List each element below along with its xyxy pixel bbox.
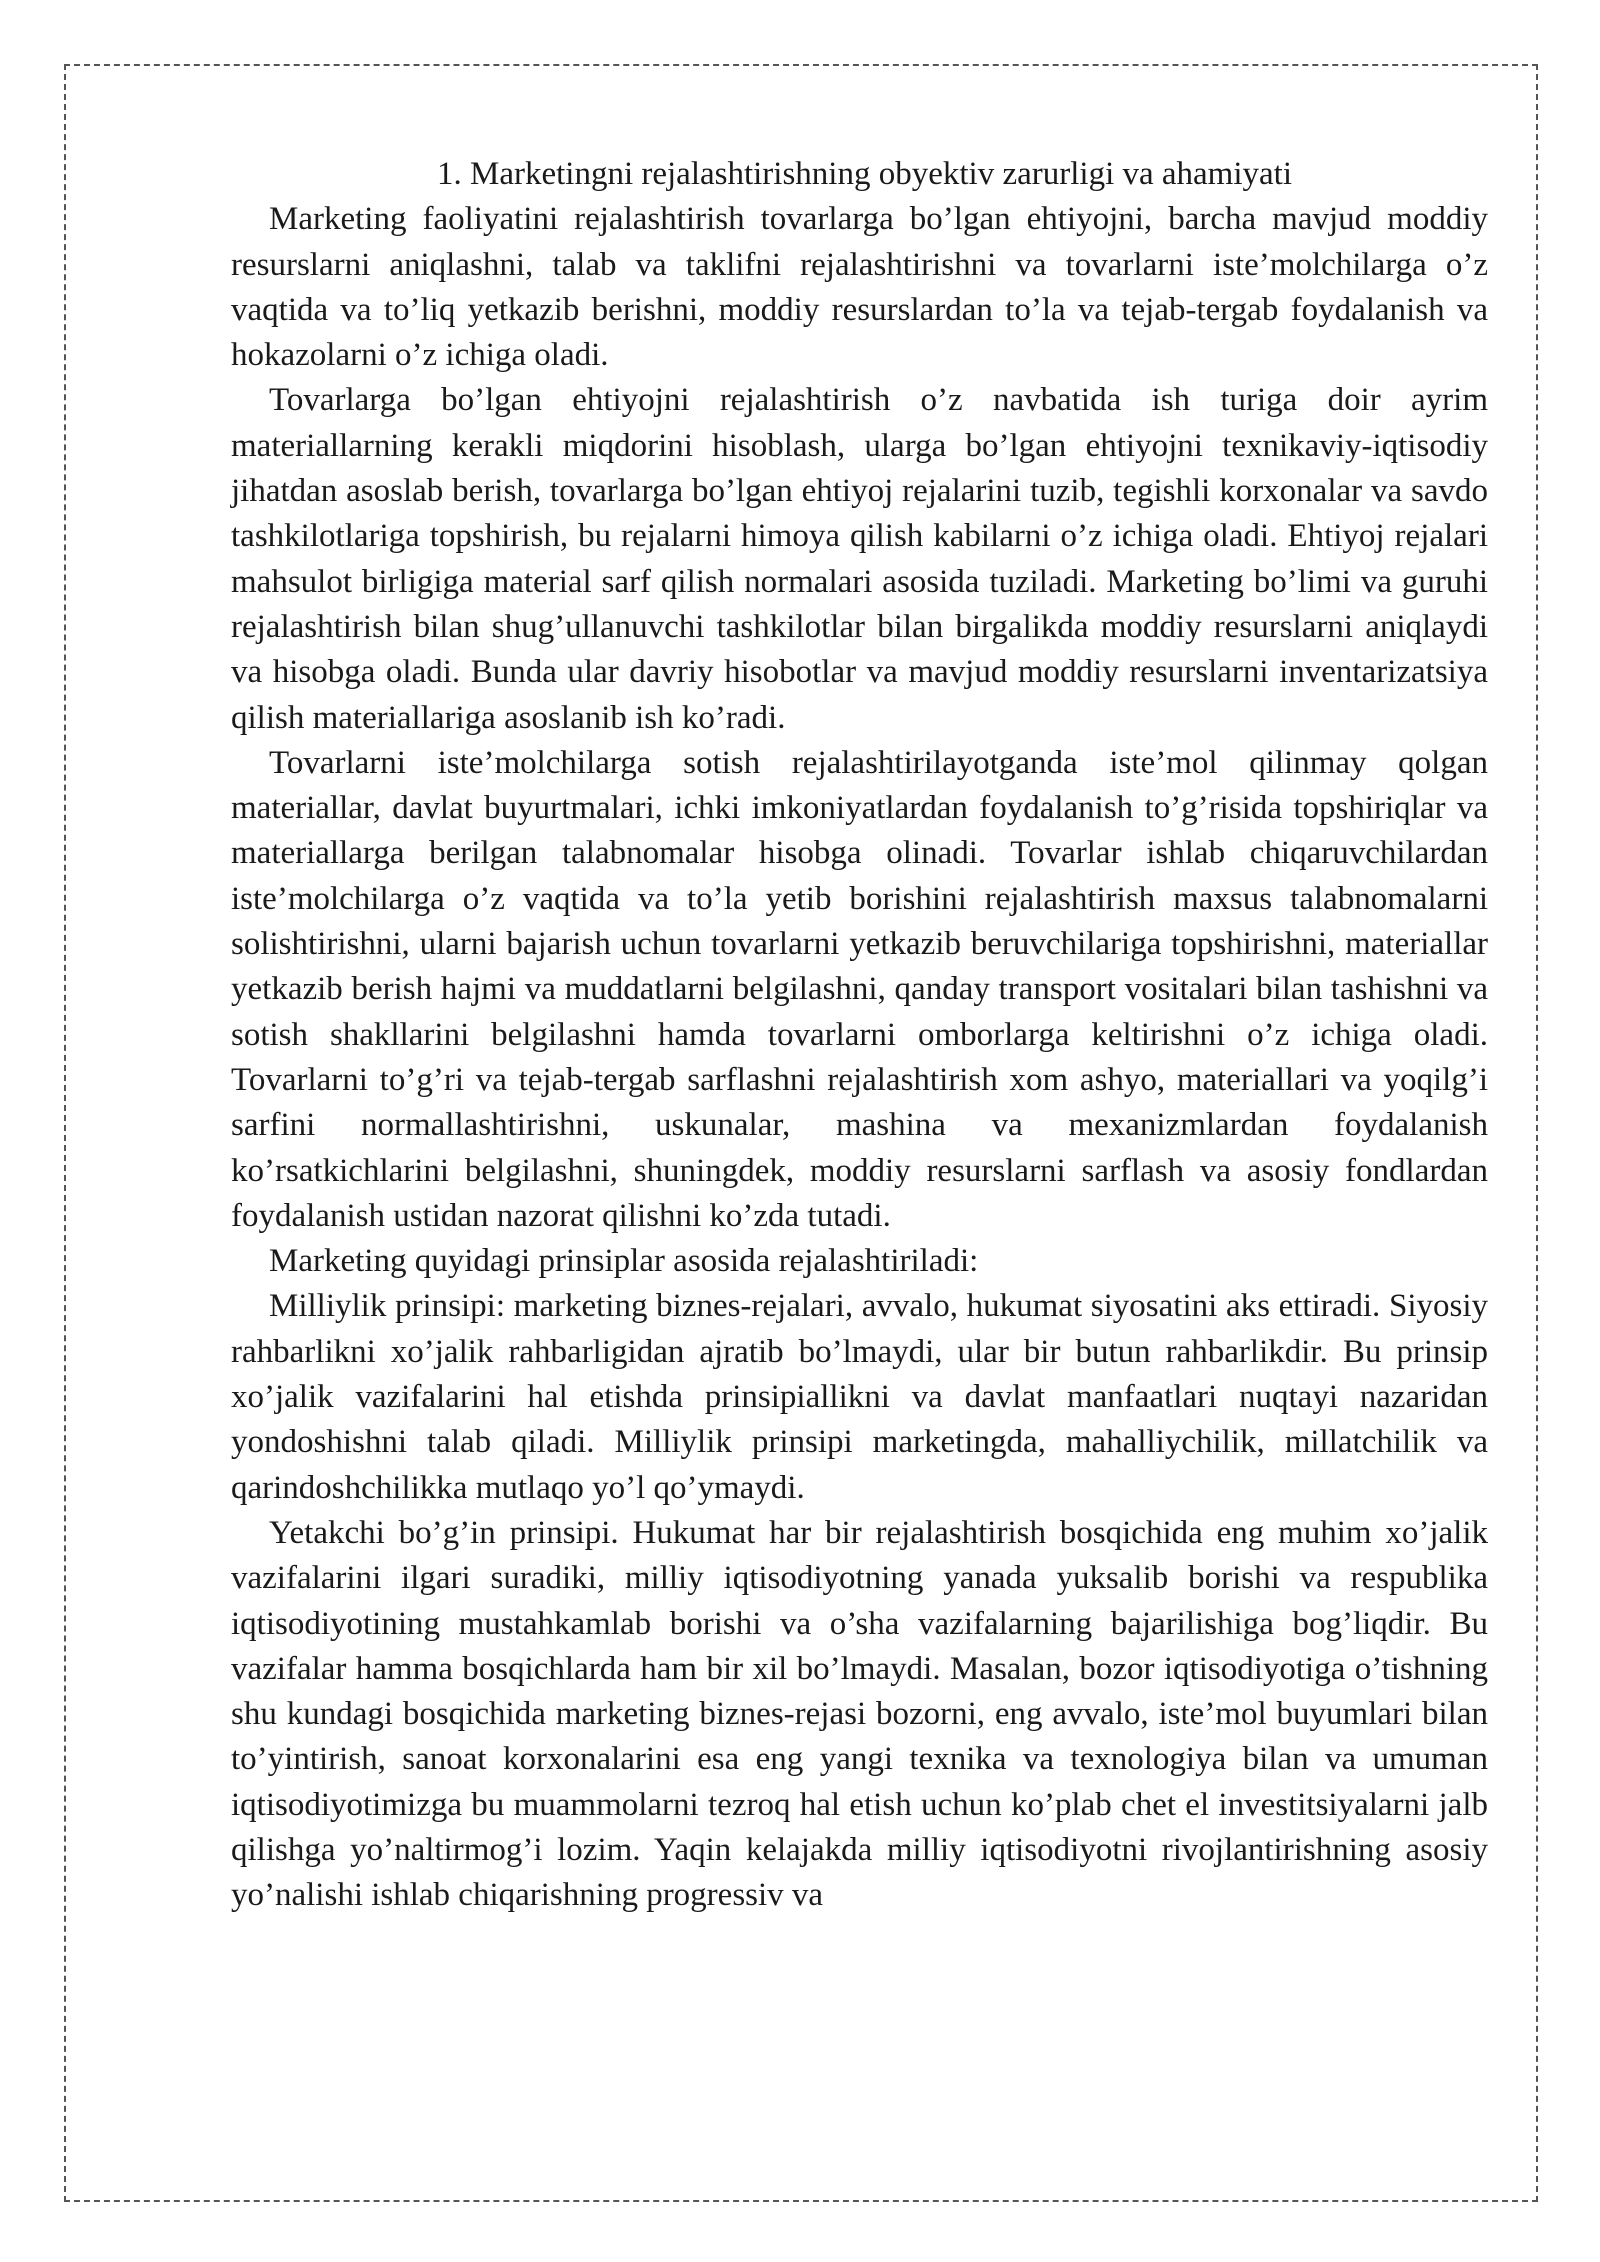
paragraph-national-principle: Milliylik prinsipi: marketing biznes-rejalari, avvalo, hukumat siyosatini aks ettiradi. Siyosiy rahbarlikni xo’jalik rahbarligidan ajratib bo’lmaydi, ular bir butun rahbarlikdir. Bu prinsip xo’jalik vazifalarini hal etishda prinsipiallikni va davlat manfaatlari nuqtayi nazaridan yondoshishni talab qiladi. Milliylik prinsipi marketingda, mahalliychilik, millatchilik va qarindoshchilikka mutlaqo yo’l qo’ymaydi.: [231, 1288, 1488, 1506]
paragraph-leading-link-principle: Yetakchi bo’g’in prinsipi. Hukumat har bir rejalashtirish bosqichida eng muhim xo’jalik vazifalarini ilgari suradiki, milliy iqtisodiyotning yanada yuksalib borishi va respublika iqtisodiyotining mustahkamlab borishi va o’sha vazifalarning bajarilishiga bog’liqdir. Bu vazifalar hamma bosqichlarda ham bir xil bo’lmaydi. Masalan, bozor iqtisodiyotiga o’tishning shu kundagi bosqichida marketing biznes-rejasi bozorni, eng avvalo, iste’mol buyumlari bilan to’yintirish, sanoat korxonalarini esa eng yangi texnika va texnologiya bilan va umuman iqtisodiyotimizga bu muammolarni tezroq hal etish uchun ko’plab chet el investitsiyalarni jalb qilishga yo’naltirmog’i lozim. Yaqin kelajakda milliy iqtisodiyotni rivojlantirishning asosiy yo’nalishi ishlab chiqarishning progressiv va: [231, 1514, 1488, 1914]
document-body: [231, 152, 1488, 1919]
paragraph-planning-overview: Marketing faoliyatini rejalashtirish tovarlarga bo’lgan ehtiyojni, barcha mavjud moddiy resurslarni aniqlashni, talab va taklifni rejalashtirishni va tovarlarni iste’molchilarga o’z vaqtida va to’liq yetkazib berishni, moddiy resurslardan to’la va tejab-tergab foydalanish va hokazolarni o’z ichiga oladi.: [231, 201, 1488, 374]
paragraph-sales-planning: Tovarlarni iste’molchilarga sotish rejalashtirilayotganda iste’mol qilinmay qolgan materiallar, davlat buyurtmalari, ichki imkoniyatlardan foydalanish to’g’risida topshiriqlar va materiallarga berilgan talabnomalar hisobga olinadi. Tovarlar ishlab chiqaruvchilardan iste’molchilarga o’z vaqtida va to’la yetib borishini rejalashtirish maxsus talabnomalarni solishtirishni, ularni bajarish uchun tovarlarni yetkazib beruvchilariga topshirishni, materiallar yetkazib berish hajmi va muddatlarni belgilashni, qanday transport vositalari bilan tashishni va sotish shakllarini belgilashni hamda tovarlarni omborlarga keltirishni o’z ichiga oladi. Tovarlarni to’g’ri va tejab-tergab sarflashni rejalashtirish xom ashyo, materiallari va yoqilg’i sarfini normallashtirishni, uskunalar, mashina va mexanizmlardan foydalanish ko’rsatkichlarini belgilashni, shuningdek, moddiy resurslarni sarflash va asosiy fondlardan foydalanish ustidan nazorat qilishni ko’zda tutadi.: [231, 744, 1488, 1234]
paragraph-principles-intro: Marketing quyidagi prinsiplar asosida rejalashtiriladi:: [269, 1243, 979, 1280]
section-title: 1. Marketingni rejalashtirishning obyektiv zarurligi va ahamiyati: [436, 156, 1293, 192]
paragraph-demand-planning: Tovarlarga bo’lgan ehtiyojni rejalashtirish o’z navbatida ish turiga doir ayrim materiallarning kerakli miqdorini hisoblash, ularga bo’lgan ehtiyojni texnikaviy-iqtisodiy jihatdan asoslab berish, tovarlarga bo’lgan ehtiyoj rejalarini tuzib, tegishli korxonalar va savdo tashkilotlariga topshirish, bu rejalarni himoya qilish kabilarni o’z ichiga oladi. Ehtiyoj rejalari mahsulot birligiga material sarf qilish normalari asosida tuziladi. Marketing bo’limi va guruhi rejalashtirish bilan shug’ullanuvchi tashkilotlar bilan birgalikda moddiy resurslarni aniqlaydi va hisobga oladi. Bunda ular davriy hisobotlar va mavjud moddiy resurslarni inventarizatsiya qilish materiallariga asoslanib ish ko’radi.: [231, 382, 1488, 736]
